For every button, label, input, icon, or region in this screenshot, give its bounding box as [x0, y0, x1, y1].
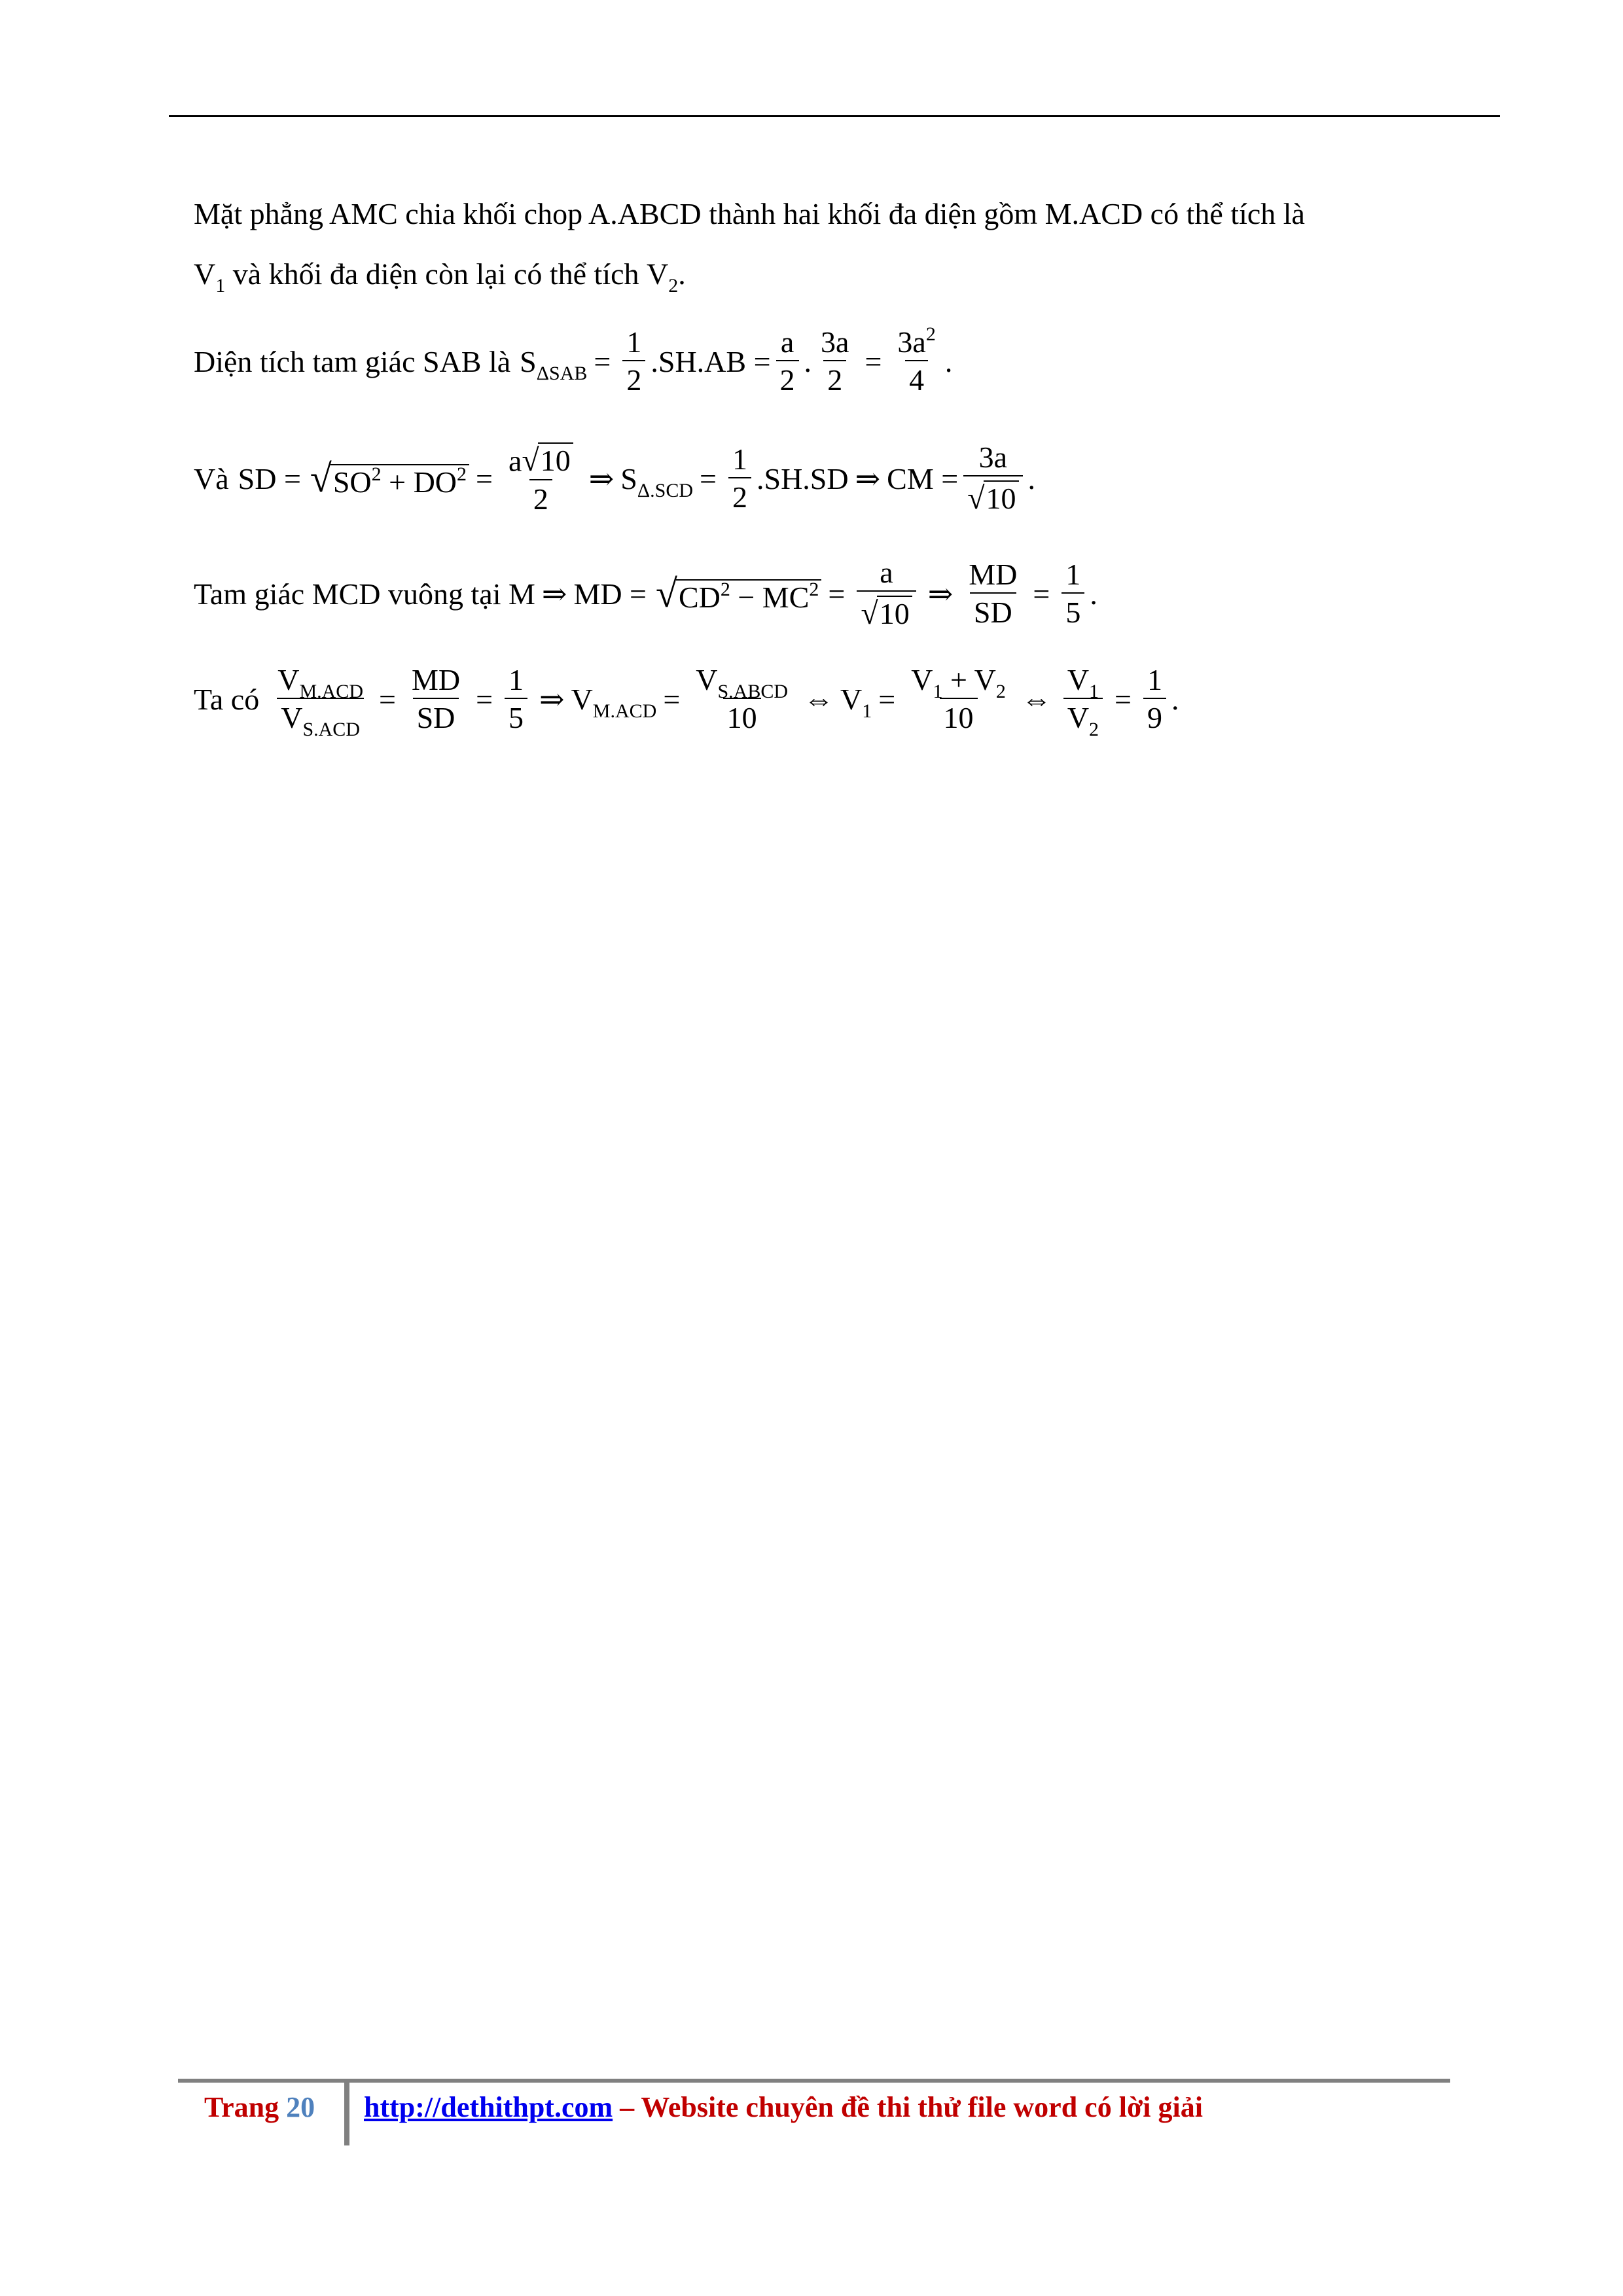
paragraph-plane-split	[194, 196, 1305, 231]
paragraph-volumes: $V_1$ và khối đa diện còn lại có thể tích $V_2$ .	[194, 257, 686, 296]
equation-sd: Và SD = √ $SO^2 + DO^2$ = a √ 10 2 ⇒ $S_{\Delta.SCD}$ = $\frac{1}{2}$ .SH.SD ⇒ CM = 3a √ 10 .	[194, 440, 1036, 516]
fraction-3a-over-2: $\frac{3a}{2}$	[821, 325, 849, 397]
fraction-a-over-sqrt10: a √ 10	[857, 558, 916, 630]
fraction-one-fifth: $\frac{1}{5}$	[1061, 560, 1084, 628]
footer-rule	[178, 2079, 1450, 2083]
fraction-v1-over-v2: $\frac{V_1}{V_2}$	[1063, 665, 1103, 733]
equation-sab-area: Diện tích tam giác SAB là $S_{\Delta SAB}$ = $\frac{1}{2}$ .SH.AB = $\frac{a}{2}$ . $\frac{3a}{2}$ = $\frac{3a^2}{4}$ .	[194, 323, 953, 397]
fraction-3a-over-sqrt10: 3a √ 10	[963, 442, 1022, 514]
page-number-label: Trang 20	[204, 2091, 315, 2123]
fraction-3a2-over-4: $\frac{3a^2}{4}$	[897, 323, 936, 397]
fraction-half-sd: $\frac{1}{2}$	[728, 444, 751, 512]
sqrt-cd2-mc2: √ $CD^2 - MC^2$	[656, 574, 821, 613]
var-v1: $V_1$	[194, 257, 226, 296]
fraction-a-over-2: $\frac{a}{2}$	[776, 327, 799, 395]
equation-volume-ratio: Ta có $\frac{V_{M.ACD}}{V_{S.ACD}}$ = $\frac{MD}{SD}$ = $\frac{1}{5}$ ⇒ $V_{M.ACD}$ = $\frac{V_{S.ABCD}}{10}$ ⇔ $V_1$ = $\frac{V_1 + V_2}{10}$ ⇔ $\frac{V_1}{V_2}$ = $\frac{1}{9}$ .	[194, 663, 1179, 740]
fraction-vsabcd-over-10: $\frac{V_{S.ABCD}}{10}$	[696, 663, 789, 734]
header-rule	[169, 115, 1500, 117]
var-v-macd: $V_{M.ACD}$	[571, 682, 657, 722]
var-s-sab: $S_{\Delta SAB}$	[520, 344, 588, 384]
text-sab-lead: Diện tích tam giác SAB là	[194, 344, 511, 378]
footer-divider	[344, 2083, 349, 2145]
fraction-1-5: $\frac{1}{5}$	[505, 665, 527, 733]
text-remaining-volume: và khối đa diện còn lại có thể tích	[225, 257, 647, 291]
equation-mcd: Tam giác MCD vuông tại M ⇒ MD = √ $CD^2 - MC^2$ = a √ 10 ⇒ $\frac{MD}{SD}$ = $\frac{1}{5}$ .	[194, 556, 1097, 632]
fraction-half: $\frac{1}{2}$	[622, 327, 645, 395]
fraction-a-sqrt10-over-2: a √ 10 2	[505, 442, 577, 514]
fraction-v1v2-over-10: $\frac{V_1 + V_2}{10}$	[911, 663, 1006, 734]
fraction-md-over-sd: $\frac{MD}{SD}$	[969, 558, 1018, 630]
fraction-vmacd-over-vsacd: $\frac{V_{M.ACD}}{V_{S.ACD}}$	[277, 663, 363, 740]
footer-tagline: http://dethithpt.com – Website chuyên đề thi thử file word có lời giải	[364, 2091, 1203, 2123]
fraction-one-ninth: $\frac{1}{9}$	[1143, 665, 1166, 733]
var-v2: $V_2$	[647, 257, 679, 296]
website-link[interactable]: http://dethithpt.com	[364, 2091, 613, 2123]
text-plane-split: Mặt phẳng AMC chia khối chop A.ABCD thành hai khối đa diện gồm M.ACD có thể tích là	[194, 197, 1305, 230]
sqrt-so2-do2: √ $SO^2 + DO^2$	[310, 459, 469, 498]
var-v1-result: $V_1$	[840, 682, 872, 722]
page-number: 20	[286, 2091, 315, 2123]
var-s-scd: $S_{\Delta.SCD}$	[620, 461, 694, 501]
fraction-md-sd: $\frac{MD}{SD}$	[411, 663, 461, 734]
